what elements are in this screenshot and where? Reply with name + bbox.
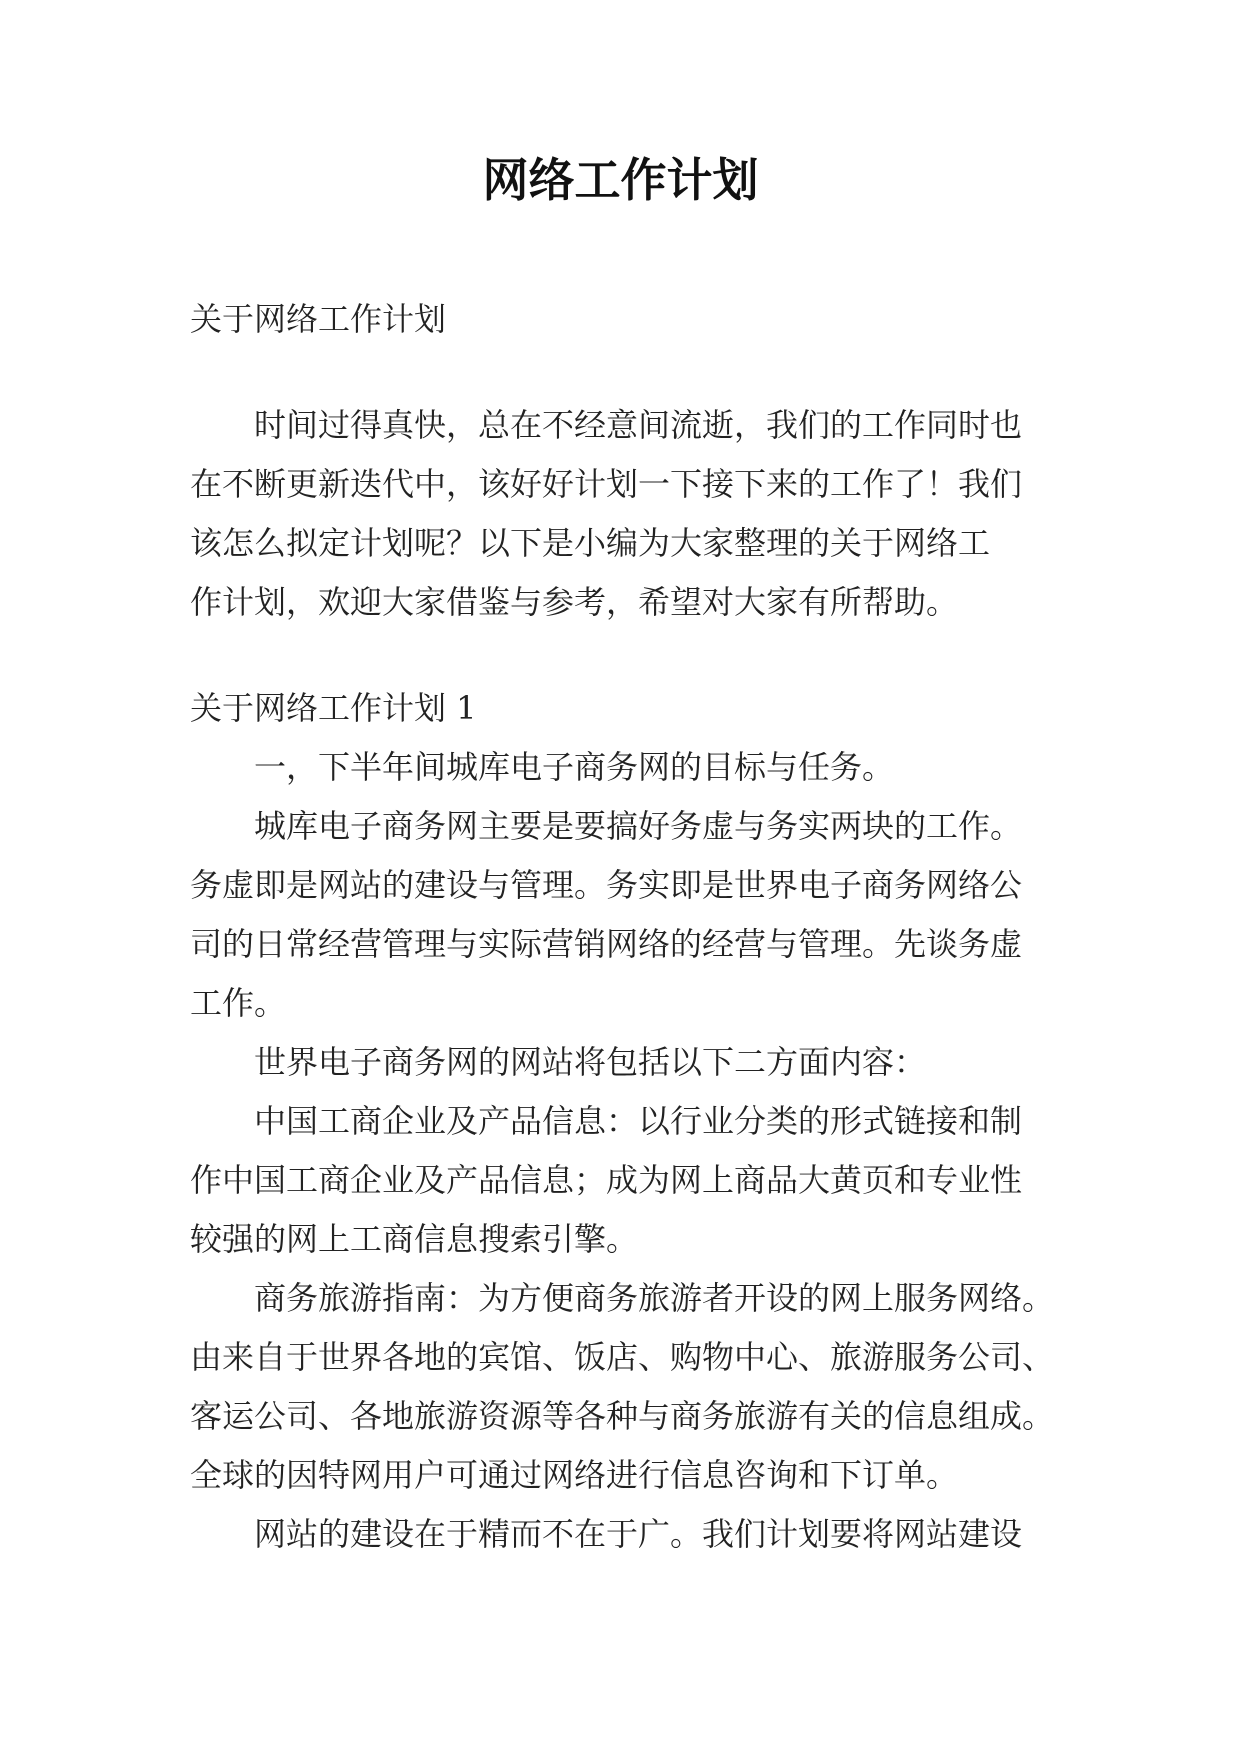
intro-line: 在不断更新迭代中，该好好计划一下接下来的工作了！我们 <box>190 465 1023 503</box>
document-subtitle: 关于网络工作计划 <box>190 300 447 338</box>
body-line: 中国工商企业及产品信息：以行业分类的形式链接和制 <box>254 1102 1023 1140</box>
body-line: 司的日常经营管理与实际营销网络的经营与管理。先谈务虚 <box>190 925 1023 963</box>
body-line: 全球的因特网用户可通过网络进行信息咨询和下订单。 <box>190 1456 959 1494</box>
body-line: 一，下半年间城库电子商务网的目标与任务。 <box>254 748 895 786</box>
body-line: 网站的建设在于精而不在于广。我们计划要将网站建设 <box>254 1515 1023 1553</box>
body-line: 作中国工商企业及产品信息；成为网上商品大黄页和专业性 <box>190 1161 1023 1199</box>
section-heading: 关于网络工作计划 1 <box>190 689 477 727</box>
document-body <box>190 290 1070 1564</box>
body-line: 由来自于世界各地的宾馆、饭店、购物中心、旅游服务公司、 <box>190 1338 1055 1376</box>
body-line: 工作。 <box>190 984 287 1022</box>
body-line: 较强的网上工商信息搜索引擎。 <box>190 1220 639 1258</box>
body-line: 客运公司、各地旅游资源等各种与商务旅游有关的信息组成。 <box>190 1397 1055 1435</box>
body-line: 商务旅游指南：为方便商务旅游者开设的网上服务网络。 <box>254 1279 1055 1317</box>
intro-line: 作计划，欢迎大家借鉴与参考，希望对大家有所帮助。 <box>190 583 959 621</box>
intro-line: 该怎么拟定计划呢？以下是小编为大家整理的关于网络工 <box>190 524 991 562</box>
body-line: 城库电子商务网主要是要搞好务虚与务实两块的工作。 <box>254 807 1023 845</box>
body-line: 务虚即是网站的建设与管理。务实即是世界电子商务网络公 <box>190 866 1023 904</box>
intro-line: 时间过得真快，总在不经意间流逝，我们的工作同时也 <box>254 406 1023 444</box>
document-title: 网络工作计划 <box>482 153 759 207</box>
body-line: 世界电子商务网的网站将包括以下二方面内容： <box>254 1043 927 1081</box>
